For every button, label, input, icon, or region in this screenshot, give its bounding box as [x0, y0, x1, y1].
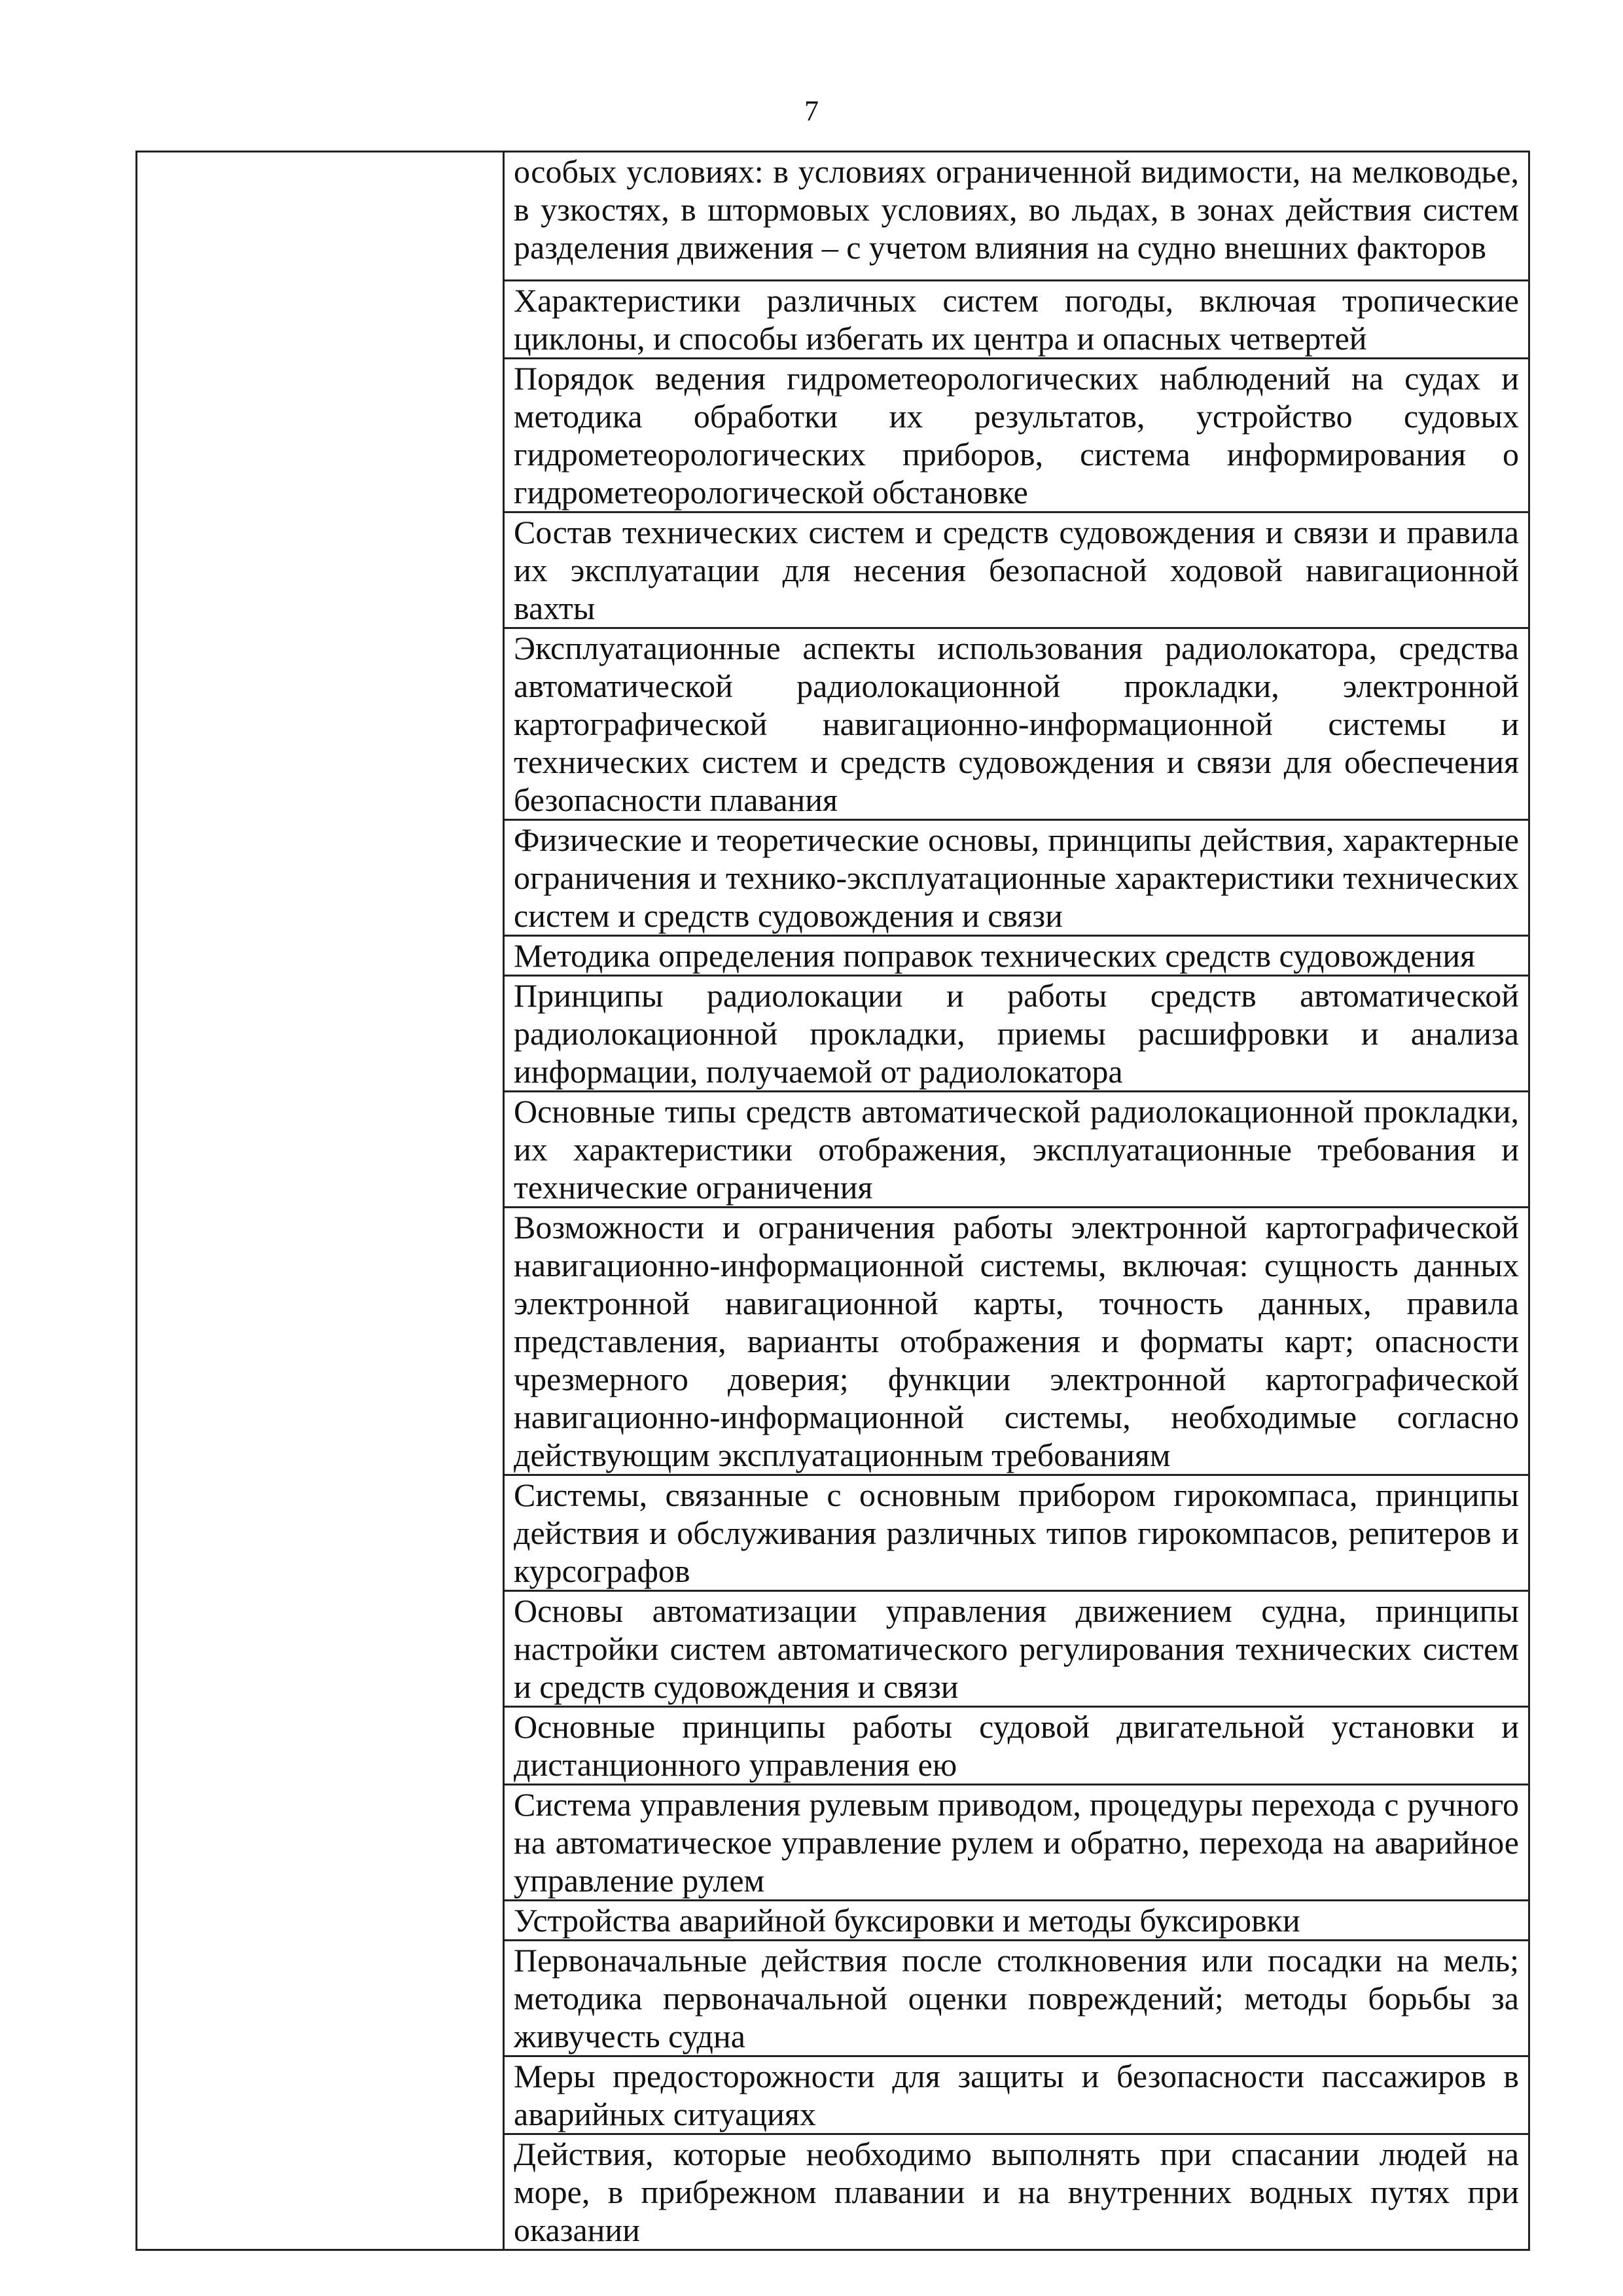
table-cell: Физические и теоретические основы, принципы действия, характерные ограничения и технико-эксплуатационные характеристики технических систем и средств судовождения и связи — [504, 820, 1529, 936]
page-number: 7 — [804, 95, 819, 127]
table-cell: Состав технических систем и средств судовождения и связи и правила их эксплуатации для несения безопасной ходовой навигационной вахты — [504, 512, 1529, 628]
table-cell: Характеристики различных систем погоды, включая тропические циклоны, и способы избегать их центра и опасных четвертей — [504, 281, 1529, 359]
table-cell: Основы автоматизации управления движением судна, принципы настройки систем автоматического регулирования технических систем и средств судовождения и связи — [504, 1591, 1529, 1707]
table-cell: Возможности и ограничения работы электронной картографической навигационно-информационной системы, включая: сущность данных электронной навигационной карты, точность данных, правила представления, варианты отображения и форматы карт; опасности чрезмерного доверия; функции электронной картографической навигационно-информационной системы, необходимые согласно действующим эксплуатационным требованиям — [504, 1208, 1529, 1475]
table-cell: Действия, которые необходимо выполнять при спасании людей на море, в прибрежном плавании и на внутренних водных путях при оказании — [504, 2134, 1529, 2250]
table-cell: Первоначальные действия после столкновения или посадки на мель; методика первоначальной оценки повреждений; методы борьбы за живучесть судна — [504, 1941, 1529, 2056]
requirements-table — [135, 151, 1530, 2251]
table-cell: Устройства аварийной буксировки и методы буксировки — [504, 1901, 1529, 1941]
table-cell: Методика определения поправок технических средств судовождения — [504, 936, 1529, 976]
table-cell: Принципы радиолокации и работы средств автоматической радиолокационной прокладки, приемы расшифровки и анализа информации, получаемой от радиолокатора — [504, 976, 1529, 1092]
table-cell: Основные принципы работы судовой двигательной установки и дистанционного управления ею — [504, 1707, 1529, 1785]
table-cell: особых условиях: в условиях ограниченной видимости, на мелководье, в узкостях, в штормовых условиях, во льдах, в зонах действия систем разделения движения – с учетом влияния на судно внешних факторов — [504, 152, 1529, 281]
table-cell: Система управления рулевым приводом, процедуры перехода с ручного на автоматическое управление рулем и обратно, перехода на аварийное управление рулем — [504, 1785, 1529, 1901]
table-row — [137, 152, 1529, 281]
left-column-empty — [137, 152, 504, 2250]
table-cell: Системы, связанные с основным прибором гирокомпаса, принципы действия и обслуживания различных типов гирокомпасов, репитеров и курсографов — [504, 1475, 1529, 1591]
table-cell: Эксплуатационные аспекты использования радиолокатора, средства автоматической радиолокационной прокладки, электронной картографической навигационно-информационной системы и технических систем и средств судовождения и связи для обеспечения безопасности плавания — [504, 628, 1529, 820]
table-cell: Меры предосторожности для защиты и безопасности пассажиров в аварийных ситуациях — [504, 2056, 1529, 2134]
table-cell: Основные типы средств автоматической радиолокационной прокладки, их характеристики отображения, эксплуатационные требования и технические ограничения — [504, 1092, 1529, 1208]
table-cell: Порядок ведения гидрометеорологических наблюдений на судах и методика обработки их результатов, устройство судовых гидрометеорологических приборов, система информирования о гидрометеорологической обстановке — [504, 359, 1529, 512]
